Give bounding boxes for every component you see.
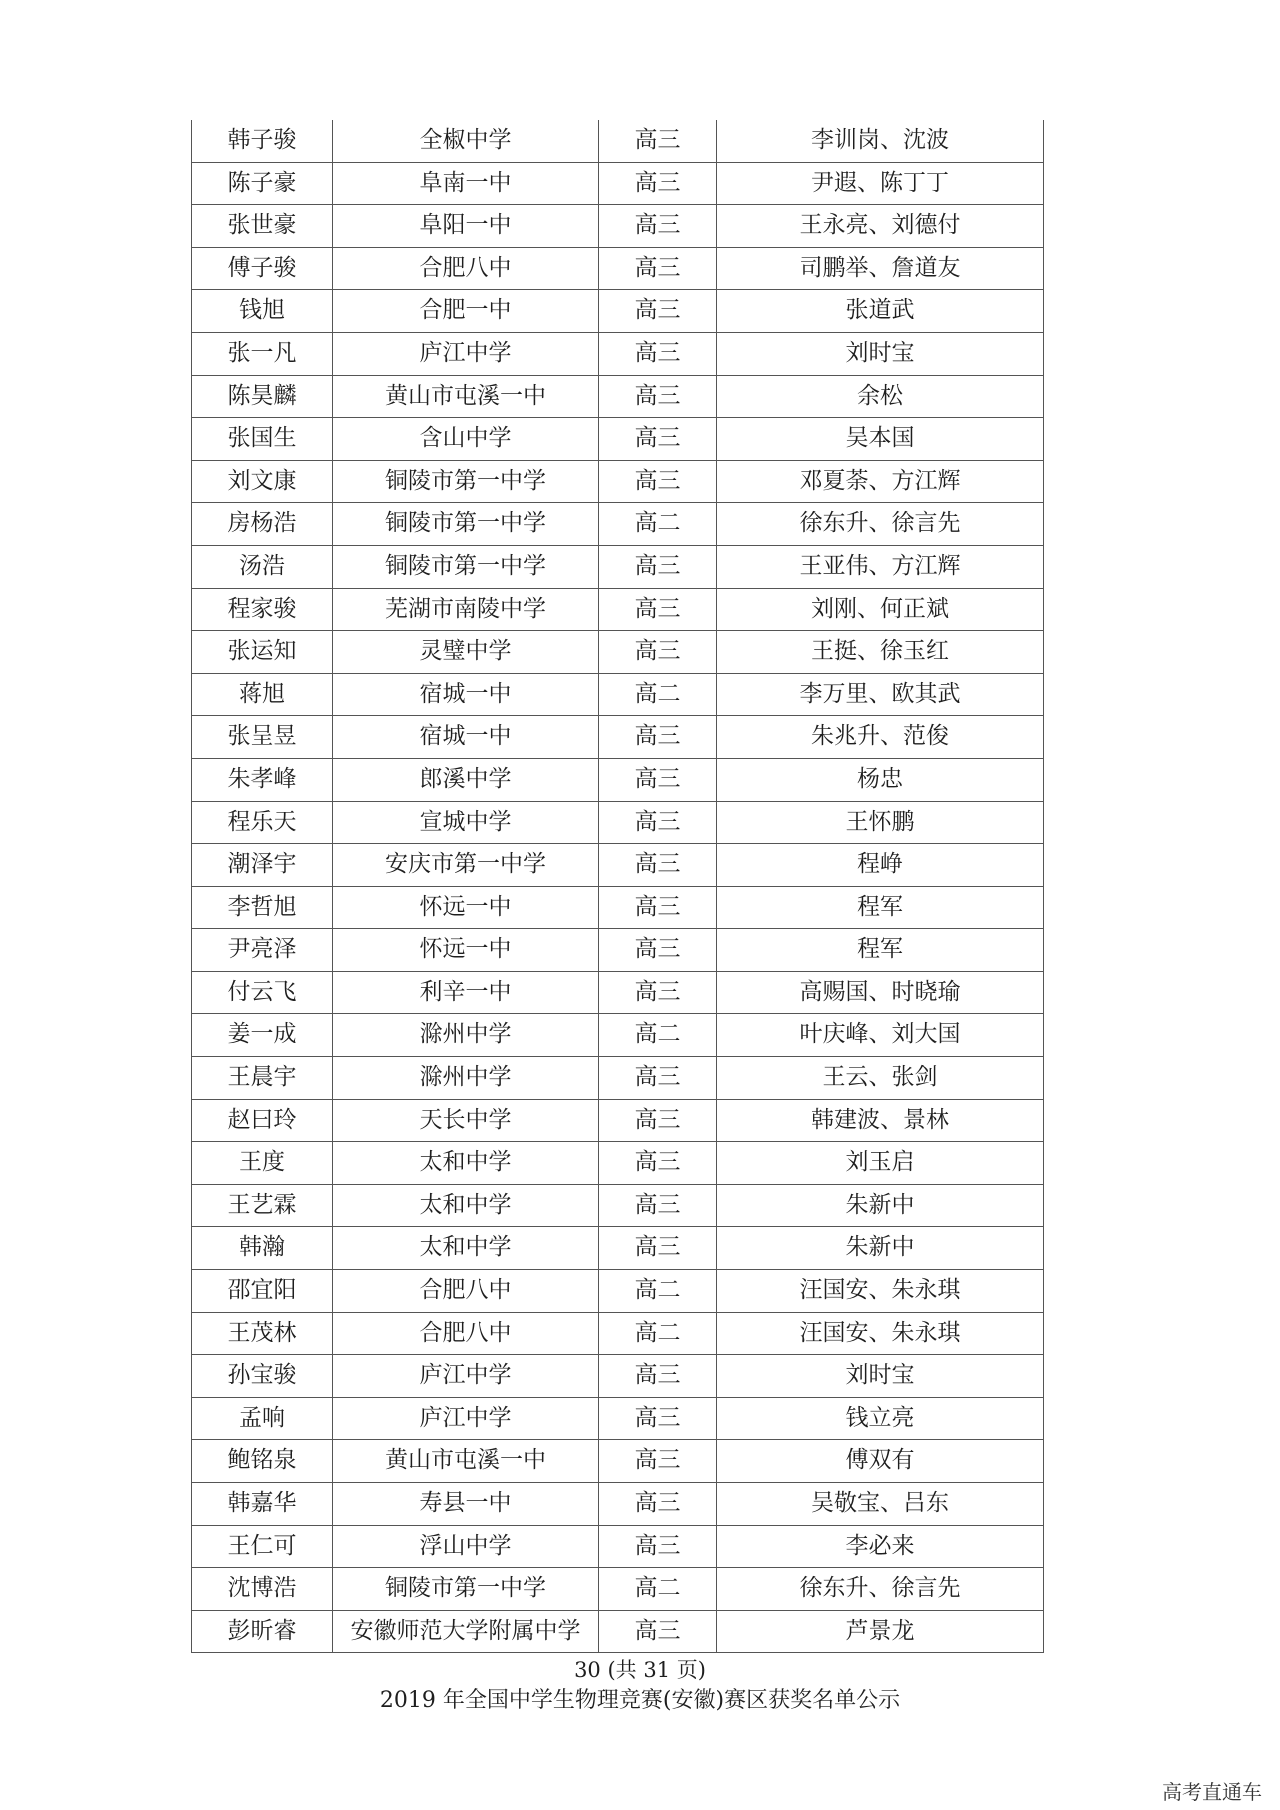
table-row [192, 1610, 1044, 1653]
table-row [192, 758, 1044, 801]
school-cell: 宿城一中 [333, 673, 599, 716]
student-name-cell: 程乐天 [192, 801, 333, 844]
student-name-cell: 汤浩 [192, 545, 333, 588]
grade-cell: 高二 [599, 1568, 717, 1611]
school-cell: 郎溪中学 [333, 758, 599, 801]
grade-cell: 高三 [599, 460, 717, 503]
school-cell: 宣城中学 [333, 801, 599, 844]
school-cell: 天长中学 [333, 1099, 599, 1142]
school-cell: 怀远一中 [333, 886, 599, 929]
grade-cell: 高三 [599, 247, 717, 290]
table-row [192, 716, 1044, 759]
instructor-cell: 王永亮、刘德付 [717, 205, 1044, 248]
table-row [192, 801, 1044, 844]
table-row [192, 503, 1044, 546]
grade-cell: 高三 [599, 290, 717, 333]
grade-cell: 高三 [599, 1184, 717, 1227]
student-name-cell: 沈博浩 [192, 1568, 333, 1611]
school-cell: 阜阳一中 [333, 205, 599, 248]
student-name-cell: 尹亮泽 [192, 929, 333, 972]
student-name-cell: 孟响 [192, 1397, 333, 1440]
instructor-cell: 司鹏举、詹道友 [717, 247, 1044, 290]
table-row [192, 673, 1044, 716]
school-cell: 合肥八中 [333, 1312, 599, 1355]
student-name-cell: 朱孝峰 [192, 758, 333, 801]
grade-cell: 高三 [599, 1610, 717, 1653]
instructor-cell: 钱立亮 [717, 1397, 1044, 1440]
grade-cell: 高三 [599, 758, 717, 801]
student-name-cell: 钱旭 [192, 290, 333, 333]
school-cell: 阜南一中 [333, 162, 599, 205]
student-name-cell: 彭昕睿 [192, 1610, 333, 1653]
grade-cell: 高二 [599, 673, 717, 716]
student-name-cell: 房杨浩 [192, 503, 333, 546]
grade-cell: 高三 [599, 205, 717, 248]
table-row [192, 1440, 1044, 1483]
student-name-cell: 张一凡 [192, 332, 333, 375]
school-cell: 安徽师范大学附属中学 [333, 1610, 599, 1653]
student-name-cell: 陈昊麟 [192, 375, 333, 418]
table-row [192, 375, 1044, 418]
school-cell: 太和中学 [333, 1142, 599, 1185]
table-row [192, 162, 1044, 205]
school-cell: 怀远一中 [333, 929, 599, 972]
student-name-cell: 王晨宇 [192, 1057, 333, 1100]
grade-cell: 高三 [599, 545, 717, 588]
table-row [192, 1014, 1044, 1057]
award-list-table [191, 120, 1044, 1653]
student-name-cell: 李哲旭 [192, 886, 333, 929]
school-cell: 太和中学 [333, 1227, 599, 1270]
grade-cell: 高三 [599, 716, 717, 759]
table-row [192, 460, 1044, 503]
instructor-cell: 程军 [717, 929, 1044, 972]
table-row [192, 1270, 1044, 1313]
student-name-cell: 邵宜阳 [192, 1270, 333, 1313]
table-row [192, 1227, 1044, 1270]
table-row [192, 631, 1044, 674]
school-cell: 铜陵市第一中学 [333, 545, 599, 588]
table-row [192, 1099, 1044, 1142]
instructor-cell: 尹遐、陈丁丁 [717, 162, 1044, 205]
instructor-cell: 程峥 [717, 844, 1044, 887]
instructor-cell: 高赐国、时晓瑜 [717, 971, 1044, 1014]
student-name-cell: 王茂林 [192, 1312, 333, 1355]
school-cell: 庐江中学 [333, 1397, 599, 1440]
school-cell: 太和中学 [333, 1184, 599, 1227]
instructor-cell: 徐东升、徐言先 [717, 1568, 1044, 1611]
table-row [192, 1397, 1044, 1440]
grade-cell: 高三 [599, 332, 717, 375]
instructor-cell: 徐东升、徐言先 [717, 503, 1044, 546]
table-row [192, 929, 1044, 972]
grade-cell: 高三 [599, 1099, 717, 1142]
table-row [192, 1568, 1044, 1611]
instructor-cell: 李必来 [717, 1525, 1044, 1568]
table-row [192, 844, 1044, 887]
school-cell: 含山中学 [333, 418, 599, 461]
grade-cell: 高三 [599, 1142, 717, 1185]
student-name-cell: 张国生 [192, 418, 333, 461]
page-number: 30 (共 31 页) [574, 1658, 706, 1682]
table-row [192, 886, 1044, 929]
student-name-cell: 蒋旭 [192, 673, 333, 716]
school-cell: 寿县一中 [333, 1483, 599, 1526]
instructor-cell: 王怀鹏 [717, 801, 1044, 844]
instructor-cell: 傅双有 [717, 1440, 1044, 1483]
school-cell: 芜湖市南陵中学 [333, 588, 599, 631]
student-name-cell: 韩子骏 [192, 120, 333, 162]
table-row [192, 1184, 1044, 1227]
instructor-cell: 汪国安、朱永琪 [717, 1270, 1044, 1313]
table-row [192, 120, 1044, 162]
school-cell: 庐江中学 [333, 1355, 599, 1398]
instructor-cell: 吴敬宝、吕东 [717, 1483, 1044, 1526]
grade-cell: 高三 [599, 844, 717, 887]
grade-cell: 高三 [599, 971, 717, 1014]
document-title: 2019 年全国中学生物理竞赛(安徽)赛区获奖名单公示 [379, 1688, 901, 1713]
table-row [192, 1355, 1044, 1398]
student-name-cell: 姜一成 [192, 1014, 333, 1057]
instructor-cell: 李万里、欧其武 [717, 673, 1044, 716]
grade-cell: 高二 [599, 1014, 717, 1057]
grade-cell: 高三 [599, 1525, 717, 1568]
school-cell: 合肥一中 [333, 290, 599, 333]
table-row [192, 418, 1044, 461]
grade-cell: 高三 [599, 418, 717, 461]
school-cell: 铜陵市第一中学 [333, 503, 599, 546]
student-name-cell: 张运知 [192, 631, 333, 674]
table-row [192, 971, 1044, 1014]
instructor-cell: 王云、张剑 [717, 1057, 1044, 1100]
instructor-cell: 邓夏荼、方江辉 [717, 460, 1044, 503]
instructor-cell: 刘时宝 [717, 1355, 1044, 1398]
table-row [192, 588, 1044, 631]
school-cell: 黄山市屯溪一中 [333, 375, 599, 418]
grade-cell: 高三 [599, 588, 717, 631]
instructor-cell: 杨忠 [717, 758, 1044, 801]
instructor-cell: 韩建波、景林 [717, 1099, 1044, 1142]
instructor-cell: 朱新中 [717, 1184, 1044, 1227]
grade-cell: 高三 [599, 120, 717, 162]
instructor-cell: 叶庆峰、刘大国 [717, 1014, 1044, 1057]
school-cell: 合肥八中 [333, 247, 599, 290]
award-list-body [192, 120, 1044, 1653]
grade-cell: 高三 [599, 929, 717, 972]
student-name-cell: 傅子骏 [192, 247, 333, 290]
table-row [192, 1525, 1044, 1568]
student-name-cell: 赵曰玲 [192, 1099, 333, 1142]
instructor-cell: 张道武 [717, 290, 1044, 333]
grade-cell: 高二 [599, 1270, 717, 1313]
grade-cell: 高三 [599, 1440, 717, 1483]
instructor-cell: 刘时宝 [717, 332, 1044, 375]
table-row [192, 1312, 1044, 1355]
school-cell: 全椒中学 [333, 120, 599, 162]
student-name-cell: 程家骏 [192, 588, 333, 631]
grade-cell: 高三 [599, 162, 717, 205]
instructor-cell: 余松 [717, 375, 1044, 418]
instructor-cell: 汪国安、朱永琪 [717, 1312, 1044, 1355]
table-row [192, 247, 1044, 290]
grade-cell: 高三 [599, 1397, 717, 1440]
school-cell: 合肥八中 [333, 1270, 599, 1313]
table-row [192, 1142, 1044, 1185]
student-name-cell: 张世豪 [192, 205, 333, 248]
grade-cell: 高三 [599, 1227, 717, 1270]
table-row [192, 545, 1044, 588]
instructor-cell: 刘玉启 [717, 1142, 1044, 1185]
grade-cell: 高三 [599, 631, 717, 674]
school-cell: 庐江中学 [333, 332, 599, 375]
table-row [192, 290, 1044, 333]
grade-cell: 高三 [599, 1355, 717, 1398]
instructor-cell: 吴本国 [717, 418, 1044, 461]
student-name-cell: 王度 [192, 1142, 333, 1185]
instructor-cell: 李训岗、沈波 [717, 120, 1044, 162]
school-cell: 滁州中学 [333, 1014, 599, 1057]
table-row [192, 1057, 1044, 1100]
grade-cell: 高三 [599, 375, 717, 418]
student-name-cell: 潮泽宇 [192, 844, 333, 887]
instructor-cell: 程军 [717, 886, 1044, 929]
school-cell: 黄山市屯溪一中 [333, 1440, 599, 1483]
student-name-cell: 韩嘉华 [192, 1483, 333, 1526]
grade-cell: 高三 [599, 886, 717, 929]
student-name-cell: 韩瀚 [192, 1227, 333, 1270]
table-row [192, 332, 1044, 375]
instructor-cell: 王亚伟、方江辉 [717, 545, 1044, 588]
watermark-text: 高考直通车 [1162, 1780, 1262, 1804]
student-name-cell: 鲍铭泉 [192, 1440, 333, 1483]
school-cell: 浮山中学 [333, 1525, 599, 1568]
table-row [192, 1483, 1044, 1526]
school-cell: 利辛一中 [333, 971, 599, 1014]
student-name-cell: 孙宝骏 [192, 1355, 333, 1398]
school-cell: 滁州中学 [333, 1057, 599, 1100]
instructor-cell: 芦景龙 [717, 1610, 1044, 1653]
instructor-cell: 王挺、徐玉红 [717, 631, 1044, 674]
student-name-cell: 张呈昱 [192, 716, 333, 759]
table-row [192, 205, 1044, 248]
student-name-cell: 刘文康 [192, 460, 333, 503]
school-cell: 铜陵市第一中学 [333, 1568, 599, 1611]
school-cell: 铜陵市第一中学 [333, 460, 599, 503]
grade-cell: 高二 [599, 503, 717, 546]
instructor-cell: 朱兆升、范俊 [717, 716, 1044, 759]
grade-cell: 高三 [599, 1483, 717, 1526]
school-cell: 安庆市第一中学 [333, 844, 599, 887]
grade-cell: 高二 [599, 1312, 717, 1355]
student-name-cell: 陈子豪 [192, 162, 333, 205]
school-cell: 宿城一中 [333, 716, 599, 759]
student-name-cell: 王仁可 [192, 1525, 333, 1568]
instructor-cell: 朱新中 [717, 1227, 1044, 1270]
instructor-cell: 刘刚、何正斌 [717, 588, 1044, 631]
school-cell: 灵璧中学 [333, 631, 599, 674]
student-name-cell: 付云飞 [192, 971, 333, 1014]
grade-cell: 高三 [599, 1057, 717, 1100]
grade-cell: 高三 [599, 801, 717, 844]
student-name-cell: 王艺霖 [192, 1184, 333, 1227]
